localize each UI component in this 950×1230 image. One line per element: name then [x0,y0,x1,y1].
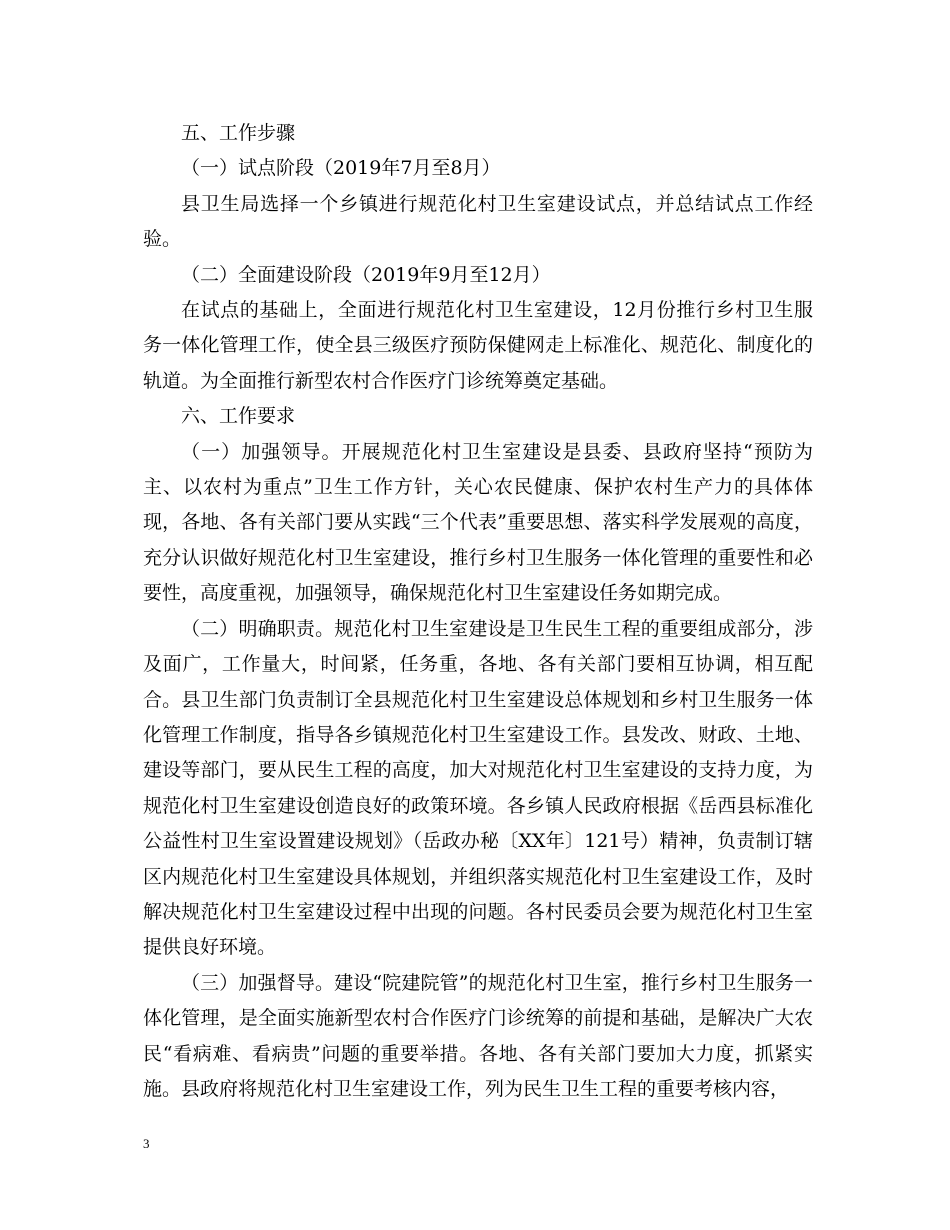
step-pilot-title: （一）试点阶段（2019年7月至8月） [181,157,501,180]
requirement-strengthen-leadership: （一）加强领导。开展规范化村卫生室建设是县委、县政府坚持“预防为主、以农村为重点”卫生工作方针，关心农民健康、保护农村生产力的具体体现，各地、各有关部门要从实践“三个代表”重要思想、落实科学发展观的高度，充分认识做好规范化村卫生室建设，推行乡村卫生服务一体化管理的重要性和必要性，高度重视，加强领导，确保规范化村卫生室建设任务如期完成。 [143,440,813,605]
requirement-strengthen-supervision: （三）加强督导。建设“院建院管”的规范化村卫生室，推行乡村卫生服务一体化管理，是全面实施新型农村合作医疗门诊统筹的前提和基础，是解决广大农民“看病难、看病贵”问题的重要举措。各地、各有关部门要加大力度，抓紧实施。县政府将规范化村卫生室建设工作，列为民生卫生工程的重要考核内容， [143,971,813,1100]
section-heading-work-requirements: 六、工作要求 [181,405,296,428]
page-number: 3 [143,1136,150,1151]
requirement-clarify-duties: （二）明确职责。规范化村卫生室建设是卫生民生工程的重要组成部分，涉及面广，工作量大，时间紧，任务重，各地、各有关部门要相互协调，相互配合。县卫生部门负责制订全县规范化村卫生室建设总体规划和乡村卫生服务一体化管理工作制度，指导各乡镇规范化村卫生室建设工作。县发改、财政、土地、建设等部门，要从民生工程的高度，加大对规范化村卫生室建设的支持力度，为规范化村卫生室建设创造良好的政策环境。各乡镇人民政府根据《岳西县标准化公益性村卫生室设置建设规划》（岳政办秘〔XX年〕121号）精神，负责制订辖区内规范化村卫生室建设具体规划，并组织落实规范化村卫生室建设工作，及时解决规范化村卫生室建设过程中出现的问题。各村民委员会要为规范化村卫生室提供良好环境。 [143,617,813,959]
step-full-construction-text: 在试点的基础上，全面进行规范化村卫生室建设，12月份推行乡村卫生服务一体化管理工作，使全县三级医疗预防保健网走上标准化、规范化、制度化的轨道。为全面推行新型农村合作医疗门诊统筹奠定基础。 [143,299,813,392]
section-heading-work-steps: 五、工作步骤 [181,122,296,144]
step-full-construction-title: （二）全面建设阶段（2019年9月至12月） [181,263,551,286]
document-body [143,116,813,1107]
step-pilot-text: 县卫生局选择一个乡镇进行规范化村卫生室建设试点，并总结试点工作经验。 [143,192,813,251]
